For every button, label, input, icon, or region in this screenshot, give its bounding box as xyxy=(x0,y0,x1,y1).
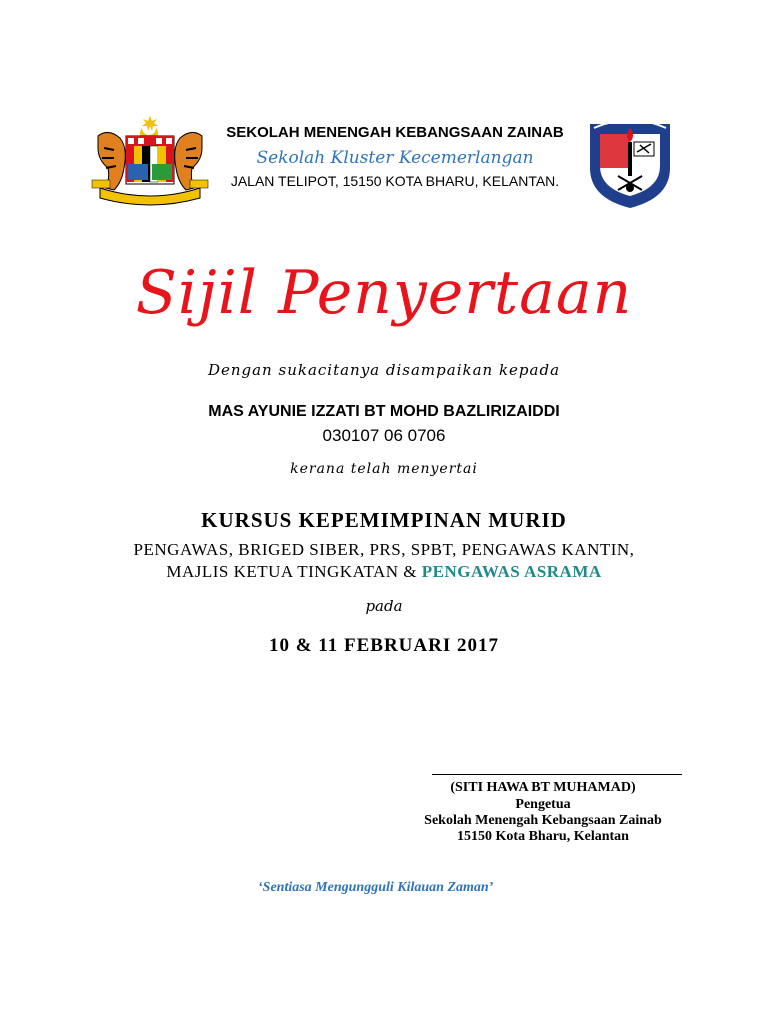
signatory-title: Pengetua xyxy=(515,797,571,812)
units-line-2-highlight: PENGAWAS ASRAMA xyxy=(421,562,602,581)
school-motto: ‘Sentiasa Mengungguli Kilauan Zaman’ xyxy=(258,880,494,895)
on-text: pada xyxy=(365,597,403,615)
recipient-name: MAS AYUNIE IZZATI BT MOHD BAZLIRIZAIDDI xyxy=(208,403,560,420)
units-line-2 xyxy=(0,562,768,582)
signature-line xyxy=(432,774,682,775)
signatory-school: Sekolah Menengah Kebangsaan Zainab xyxy=(424,813,662,828)
event-date: 10 & 11 FEBRUARI 2017 xyxy=(268,635,499,656)
signatory-address: 15150 Kota Bharu, Kelantan xyxy=(457,829,629,844)
certificate-title: Sijil Penyertaan xyxy=(135,258,633,328)
school-name: SEKOLAH MENENGAH KEBANGSAAN ZAINAB xyxy=(226,124,564,141)
course-name: KURSUS KEPEMIMPINAN MURID xyxy=(201,508,567,532)
signatory-name: (SITI HAWA BT MUHAMAD) xyxy=(450,780,636,795)
joined-text: kerana telah menyertai xyxy=(290,461,478,477)
school-crest-icon xyxy=(584,114,676,210)
malaysia-coat-of-arms-icon xyxy=(90,114,210,206)
school-tagline: Sekolah Kluster Kecemerlangan xyxy=(256,148,534,168)
units-line-1: PENGAWAS, BRIGED SIBER, PRS, SPBT, PENGAWAS KANTIN, xyxy=(133,540,635,559)
intro-text: Dengan sukacitanya disampaikan kepada xyxy=(207,361,561,379)
units-line-2-prefix: MAJLIS KETUA TINGKATAN & xyxy=(166,562,422,581)
school-address: JALAN TELIPOT, 15150 KOTA BHARU, KELANTAN. xyxy=(230,173,560,189)
recipient-ic: 030107 06 0706 xyxy=(322,426,446,445)
